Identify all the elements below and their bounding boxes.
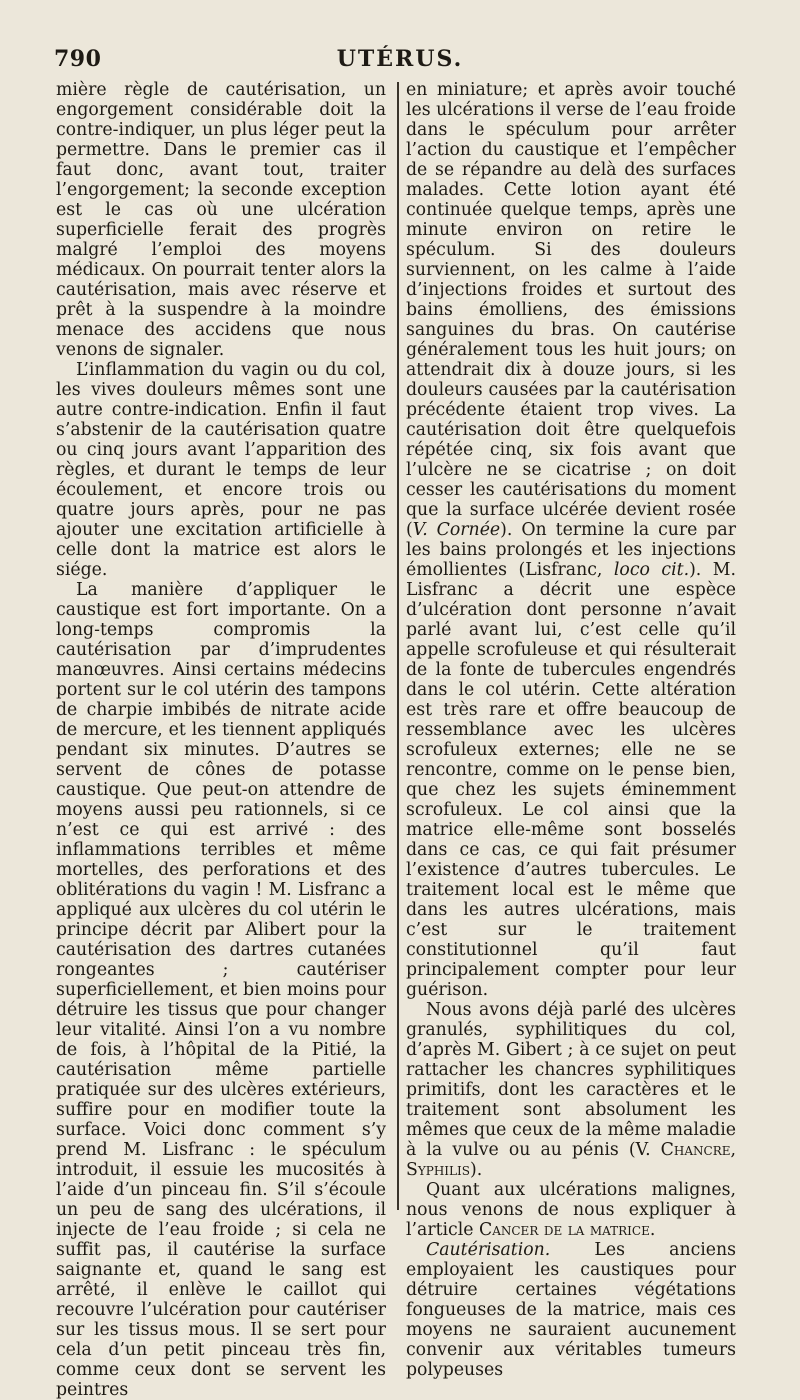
left-column xyxy=(56,80,386,1400)
text-run: Nous avons déjà parlé des ulcères granulés, syphilitiques du col, d’après M. Gibert ; à ce sujet on peut rattacher les chancres syphilitiques primitifs, dont les caractères et le traitement sont absolument les mêmes que ceux de la même maladie à la vulve ou au pénis ( xyxy=(406,1000,736,1160)
cross-reference: V. Chancre, Syphilis xyxy=(406,1140,736,1180)
paragraph: La manière d’appliquer le caustique est fort importante. On a long-temps compromis la cautérisation par d’imprudentes manœuvres. Ainsi certains médecins portent sur le col utérin des tampons de charpie imbibés de nitrate acide de mercure, et les tiennent appliqués pendant six minutes. D’autres se servent de cônes de potasse caustique. Que peut-on attendre de moyens aussi peu rationnels, si ce n’est ce qui est arrivé : des inflammations terribles et même mortelles, des perforations et des oblitérations du vagin ! M. Lisfranc a appliqué aux ulcères du col utérin le principe décrit par Alibert pour la cautérisation des dartres cutanées rongeantes ; cautériser superficiellement, et bien moins pour détruire les tissus que pour changer leur vitalité. Ainsi l’on a vu nombre de fois, à l’hôpital de la Pitié, la cautérisation même partielle pratiquée sur des ulcères extérieurs, suffire pour en modifier toute la surface. Voici donc comment s’y prend M. Lisfranc : le spéculum introduit, il essuie les mucosités à l’aide d’un pinceau fin. S’il s’écoule un peu de sang des ulcérations, il injecte de l’eau froide ; si cela ne suffit pas, il cautérise la surface saignante et, quand le sang est arrêté, il enlève le caillot qui recouvre l’ulcération pour cautériser sur les tissus mous. Il se sert pour cela d’un petit pinceau très fin, comme ceux dont se servent les peintres xyxy=(56,580,386,1400)
text-run: en miniature; et après avoir touché les ulcérations il verse de l’eau froide dans le spéculum pour arrêter l’action du caustique et l’empêcher de se répandre au delà des surfaces malades. Cette lotion ayant été continuée quelque temps, après une minute environ on retire le spéculum. Si des douleurs surviennent, on les calme à l’aide d’injections froides et surtout des bains émolliens, des émissions sanguines du bras. On cautérise généralement tous les huit jours; on attendrait dix à douze jours, si les douleurs causées par la cautérisation précédente étaient trop vives. La cautérisation doit être quelquefois répétée cinq, six fois avant que l’ulcère ne se cicatrise ; on doit cesser les cautérisations du moment que la surface ulcérée devient rosée ( xyxy=(406,80,736,540)
text-run: ). M. Lisfranc a décrit une espèce d’ulcération dont personne n’avait parlé avant lui, c’est celle qu’il appelle scrofuleuse et qui résulterait de la fonte de tubercules engendrés dans le col utérin. Cette altération est très rare et offre beaucoup de ressemblance avec les ulcères scrofuleux externes; elle ne se rencontre, comme on le pense bien, que chez les sujets éminemment scrofuleux. Le col ainsi que la matrice elle-même sont bosselés dans ce cas, ce qui fait présumer l’existence d’autres tubercules. Le traitement local est le même que dans les autres ulcérations, mais c’est sur le traitement constitutionnel qu’il faut principalement compter pour leur guérison. xyxy=(406,560,736,1000)
text-run: ). On termine la cure par les bains prolongés et les injections émollientes (Lisfranc, xyxy=(406,520,736,580)
cross-reference: Cancer de la matrice xyxy=(478,1220,650,1240)
page-number: 790 xyxy=(54,46,102,72)
cross-reference: V. Cornée xyxy=(412,520,501,540)
text-run: ). xyxy=(469,1160,483,1180)
column-divider xyxy=(397,82,399,1210)
running-title: UTÉRUS. xyxy=(336,46,464,72)
paragraph xyxy=(406,80,736,1000)
text-run: . xyxy=(649,1220,656,1240)
paragraph xyxy=(406,1000,736,1180)
text-run: Quant aux ulcérations malignes, nous venons de nous expliquer à l’article xyxy=(406,1180,736,1240)
citation: loco cit. xyxy=(613,560,690,580)
paragraph xyxy=(406,1240,736,1380)
paragraph: L’inflammation du vagin ou du col, les vives douleurs mêmes sont une autre contre-indication. Enfin il faut s’abstenir de la cautérisation quatre ou cinq jours avant l’apparition des règles, et durant le temps de leur écoulement, et encore trois ou quatre jours après, pour ne pas ajouter une excitation artificielle à celle dont la matrice est alors le siége. xyxy=(56,360,386,580)
paragraph: mière règle de cautérisation, un engorgement considérable doit la contre-indiquer, un plus léger peut la permettre. Dans le premier cas il faut donc, avant tout, traiter l’engorgement; la seconde exception est le cas où une ulcération superficielle ferait des progrès malgré l’emploi des moyens médicaux. On pourrait tenter alors la cautérisation, mais avec réserve et prêt à la suspendre à la moindre menace des accidens que nous venons de signaler. xyxy=(56,80,386,360)
text-run: Les anciens employaient les caustiques pour détruire certaines végétations fongueuses de la matrice, mais ces moyens ne sauraient aucunement convenir aux véritables tumeurs polypeuses xyxy=(406,1240,736,1380)
right-column xyxy=(406,80,736,1380)
page-header xyxy=(54,44,746,78)
section-heading: Cautérisation. xyxy=(426,1240,551,1260)
paragraph xyxy=(406,1180,736,1240)
